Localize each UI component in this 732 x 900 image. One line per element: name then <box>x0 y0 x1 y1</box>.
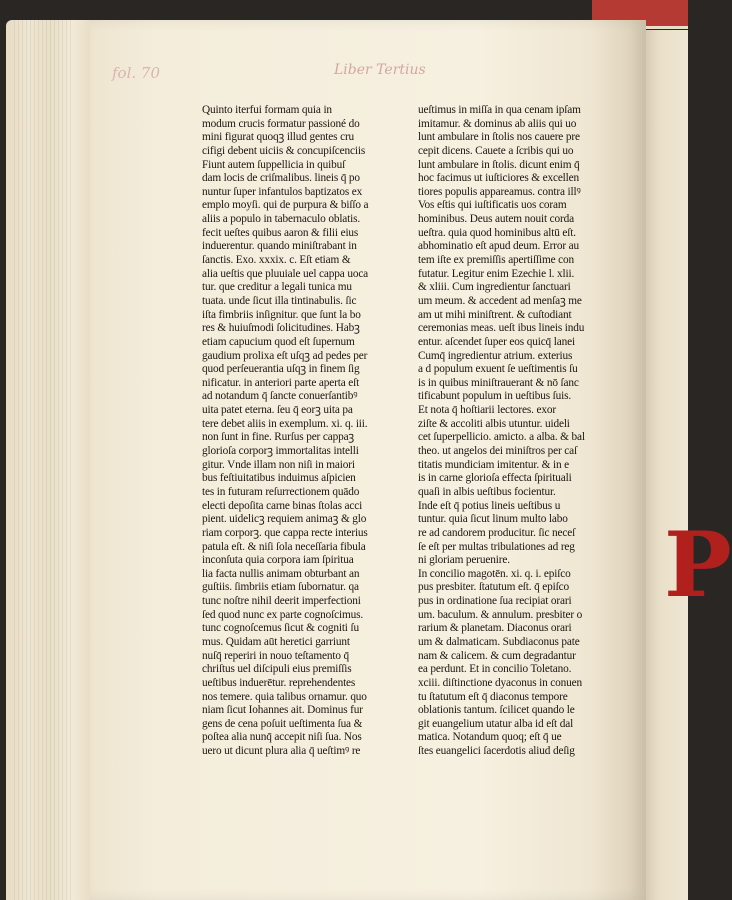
text-line: tunc noſtre nihil deerit imperfectioni <box>202 595 361 608</box>
text-line: am ut mihi miniſtrent. & cuſtodiant <box>418 308 572 321</box>
text-line: tere debet aliis in exemplum. xi. q. iii. <box>202 417 368 430</box>
text-line: emplo moyſi. qui de purpura & biſſo a <box>202 199 369 212</box>
text-line: gens de cena poſuit ueſtimenta ſua & <box>202 717 363 730</box>
text-line: imitamur. & dominus ab aliis qui uo <box>418 117 577 130</box>
text-line: iſta fimbriis inſignitur. que ſunt la bo <box>202 308 361 321</box>
text-line: um & dalmaticam. Subdiaconus pate <box>418 635 580 648</box>
text-line: lunt ambulare in ſtolis nos cauere pre <box>418 131 580 144</box>
text-line: matica. Notandum quoq; eſt q̄ ue <box>418 731 562 744</box>
text-line: quaſi in albis ueſtibus focientur. <box>418 485 556 498</box>
text-line: etiam capucium quod eſt ſupernum <box>202 335 355 348</box>
text-line: uero ut dicunt plura alia q̄ ueſtimꝰ re <box>202 745 361 758</box>
text-line: ueſtra. quia quod hominibus altū eſt. <box>418 226 576 239</box>
text-line: Cumq̄ ingredientur atrium. exterius <box>418 349 573 362</box>
text-line: Inde eſt q̄ potius lineis ueſtibus u <box>418 499 561 512</box>
text-line: ſtes euangelici ſacerdotis aliud deſig <box>418 745 575 758</box>
text-line: aliis a populo in tabernaculo oblatis. <box>202 213 361 226</box>
text-line: is in quibus miniſtrauerant & nō ſanc <box>418 376 579 389</box>
text-line: ueſtimus in miſſa in qua cenam ipſam <box>418 104 581 116</box>
text-line: uita patet eterna. ſeu q̄ eorꝫ uita pa <box>202 404 353 417</box>
text-line: re ad candorem producitur. ſic neceſ <box>418 526 576 539</box>
text-line: electi depoſita carne binas ſtolas acci <box>202 499 363 512</box>
facing-page-edge <box>640 30 732 900</box>
text-line: oblationis tantum. ſcilicet quando le <box>418 704 575 717</box>
text-line: a d populum exuent ſe ueſtimentis ſu <box>418 363 578 376</box>
text-line: ſe eſt per multas tribulationes ad reg <box>418 540 575 553</box>
text-line: mini figurat quoqꝫ illud gentes cru <box>202 131 355 144</box>
text-line: pus in ordinatione ſua recipiat orari <box>418 595 572 608</box>
text-line: riam corporꝫ. que cappa recte interius <box>202 526 368 539</box>
text-line: titatis mundiciam imitentur. & in e <box>418 458 570 471</box>
text-line: abhominatio eſt apud deum. Error au <box>418 240 580 253</box>
text-line: modum crucis formatur passioné do <box>202 117 360 130</box>
text-line: dam locis de criſmalibus. lineis q̄ po <box>202 172 360 185</box>
text-line: pus presbiter. ſtatutum eſt. q̄ epiſco <box>418 581 570 594</box>
text-line: nuntur ſuper infantulos baptizatos ex <box>202 185 363 198</box>
text-line: & xliii. Cum ingredientur ſanctuari <box>418 281 571 294</box>
text-line: git euangelium utatur alba id eſt dal <box>418 717 574 730</box>
text-line: theo. ut angelos dei miniſtros per caſ <box>418 445 578 458</box>
text-line: tur. que creditur a legali tunica mu <box>202 281 352 294</box>
text-line: mus. Quidam aūt heretici garriunt <box>202 635 350 648</box>
text-line: ni gloriam peruenire. <box>418 554 510 567</box>
text-line: pient. uidelicꝫ requiem animaꝫ & glo <box>202 513 367 526</box>
text-line: ea perdunt. Et in concilio Toletano. <box>418 663 572 676</box>
text-line: entur. aſcendet ſuper eos quicq̄ lanei <box>418 335 575 348</box>
text-line: lunt ambulare in ſtolis. dicunt enim q̄ <box>418 158 580 171</box>
text-line: cifigi debent uiciis & concupiſcenciis <box>202 144 366 157</box>
text-line: In concilio magotēn. xi. q. i. epiſco <box>418 567 571 580</box>
text-line: res & huiuſmodi ſolicitudines. Habꝫ <box>202 322 360 335</box>
text-line: ſed quod nunc ex parte cognoſcimus. <box>202 608 364 621</box>
text-line: Quinto iterfui formam quia in <box>202 104 332 116</box>
text-line: glorioſa corporꝫ immortalitas intelli <box>202 445 359 458</box>
text-line: chriſtus uel diſcipuli eius premiſſis <box>202 663 352 676</box>
text-line: hoc facimus ut iuſticiores & excellen <box>418 172 580 185</box>
text-line: non ſunt in fine. Rurſus per cappaꝫ <box>202 431 355 444</box>
text-line: lia facta nullis animam obturbant an <box>202 567 360 580</box>
text-line: alia ueſtis que pluuiale uel cappa uoca <box>202 267 369 280</box>
text-line: cet ſuperpellicio. amicto. a alba. & bal <box>418 431 585 444</box>
text-line: inconſuta quia corpora iam ſpiritua <box>202 554 354 567</box>
text-column-left <box>202 104 408 759</box>
text-column-right <box>418 104 624 759</box>
text-line: Fiunt autem ſuppellicia in quibuſ <box>202 158 346 171</box>
text-line: futatur. Legitur enim Ezechie l. xlii. <box>418 267 575 280</box>
text-line: poſtea alia nunq̄ accepit niſi ſua. Nos <box>202 731 362 744</box>
text-line: tem iſte ex premiſſis apertiſſime con <box>418 254 575 267</box>
text-line: nificatur. in anteriori parte aperta eſt <box>202 376 360 389</box>
text-line: nam & calicem. & cum degradantur <box>418 649 576 662</box>
text-line: ad notandum q̄ ſancte conuerſantibꝰ <box>202 390 358 403</box>
text-line: gitur. Vnde illam non niſi in maiori <box>202 458 355 471</box>
text-line: tunc cognoſcemus ſicut & cogniti ſu <box>202 622 359 635</box>
folio-note: fol. 70 <box>112 64 161 82</box>
text-line: ziſte & accoliti albis utuntur. uideli <box>418 417 570 430</box>
running-head: Liber Tertius <box>334 62 426 78</box>
text-line: xciii. diſtinctione dyaconus in conuen <box>418 676 583 689</box>
text-line: ſanctis. Exo. xxxix. c. Eſt etiam & <box>202 254 351 267</box>
text-line: tuntur. quia ſicut linum multo labo <box>418 513 568 526</box>
text-line: fecit ueſtes quibus aaron & filii eius <box>202 226 359 239</box>
text-line: tu ſtatutum eſt q̄ diaconus tempore <box>418 690 568 703</box>
rubricated-initial: P <box>664 512 732 618</box>
text-line: um meum. & accedent ad menſaꝫ me <box>418 294 582 307</box>
text-line: bus feſtiuitatibus induimus aſpicien <box>202 472 356 485</box>
text-line: niam ſicut Iohannes ait. Dominus fur <box>202 704 363 717</box>
text-line: guſtiis. ſimbriis etiam ſubornatur. qa <box>202 581 359 594</box>
text-line: nos temere. quia talibus ornamur. quo <box>202 690 367 703</box>
text-line: patula eſt. & niſi ſola neceſſaria fibula <box>202 540 366 553</box>
text-line: quod perſeuerantia uſqꝫ in finem ſig <box>202 363 360 376</box>
text-line: cepit dicens. Cauete a ſcribis qui uo <box>418 144 574 157</box>
text-line: gaudium prolixa eſt uſqꝫ ad pedes per <box>202 349 368 362</box>
text-line: Et nota q̄ hoſtiarii lectores. exor <box>418 404 556 417</box>
text-line: tiores populis appareamus. contra illꝰ <box>418 185 581 198</box>
text-line: Vos eſtis qui iuſtificatis uos coram <box>418 199 567 212</box>
text-line: nuſq̄ reperiri in nouo teſtamento q̄ <box>202 649 350 662</box>
text-line: is in carne glorioſa effecta ſpirituali <box>418 472 572 485</box>
text-line: ueſtibus induerētur. reprehendentes <box>202 676 356 689</box>
text-line: um. baculum. & annulum. presbiter o <box>418 608 583 621</box>
text-line: induerentur. quando miniſtrabant in <box>202 240 357 253</box>
text-line: tificabunt populum in ueſtibus ſuis. <box>418 390 572 403</box>
text-line: ceremonias meas. ueſt ibus lineis indu <box>418 322 585 335</box>
text-line: hominibus. Deus autem nouit corda <box>418 213 575 226</box>
text-line: rarium & planetam. Diaconus orari <box>418 622 572 635</box>
text-line: tuata. unde ſicut illa tintinabulis. ſic <box>202 294 357 307</box>
text-line: tes in futuram reſurrectionem quādo <box>202 485 360 498</box>
